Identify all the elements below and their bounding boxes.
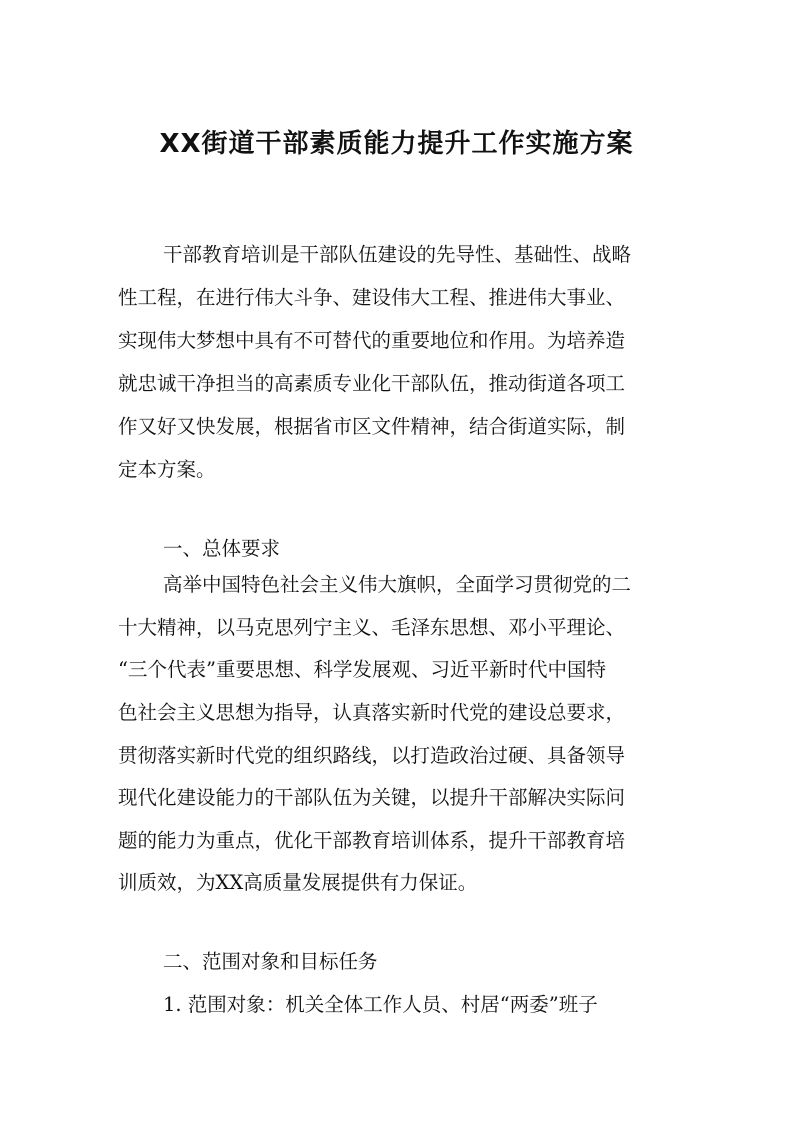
- section1-line-5: 贯彻落实新时代党的组织路线，以打造政治过硬、具备领导: [118, 744, 626, 767]
- section2-heading: 二、范围对象和目标任务: [163, 950, 378, 973]
- intro-line-2: 性工程，在进行伟大斗争、建设伟大工程、推进伟大事业、: [118, 286, 626, 309]
- section1-line-7: 题的能力为重点，优化干部教育培训体系，提升干部教育培: [118, 829, 626, 852]
- section1-heading: 一、总体要求: [163, 537, 281, 560]
- section2-item-1: 1. 范围对象：机关全体工作人员、村居“两委”班子: [163, 993, 598, 1016]
- intro-line-6: 定本方案。: [118, 458, 216, 481]
- section1-line-3: “三个代表”重要思想、科学发展观、习近平新时代中国特: [118, 658, 606, 681]
- section1-line-2: 十大精神，以马克思列宁主义、毛泽东思想、邓小平理论、: [118, 616, 626, 639]
- intro-line-5: 作又好又快发展，根据省市区文件精神，结合街道实际，制: [118, 415, 626, 438]
- intro-line-3: 实现伟大梦想中具有不可替代的重要地位和作用。为培养造: [118, 329, 626, 352]
- section1-line-4: 色社会主义思想为指导，认真落实新时代党的建设总要求，: [118, 701, 626, 724]
- section1-line-8: 训质效，为XX高质量发展提供有力保证。: [118, 871, 478, 894]
- document-title: XX街道干部素质能力提升工作实施方案: [159, 129, 634, 159]
- section1-line-1: 高举中国特色社会主义伟大旗帜，全面学习贯彻党的二: [163, 573, 632, 596]
- section1-line-6: 现代化建设能力的干部队伍为关键，以提升干部解决实际问: [118, 786, 626, 809]
- intro-line-1: 干部教育培训是干部队伍建设的先导性、基础性、战略: [163, 243, 632, 266]
- intro-line-4: 就忠诚干净担当的高素质专业化干部队伍，推动街道各项工: [118, 372, 626, 395]
